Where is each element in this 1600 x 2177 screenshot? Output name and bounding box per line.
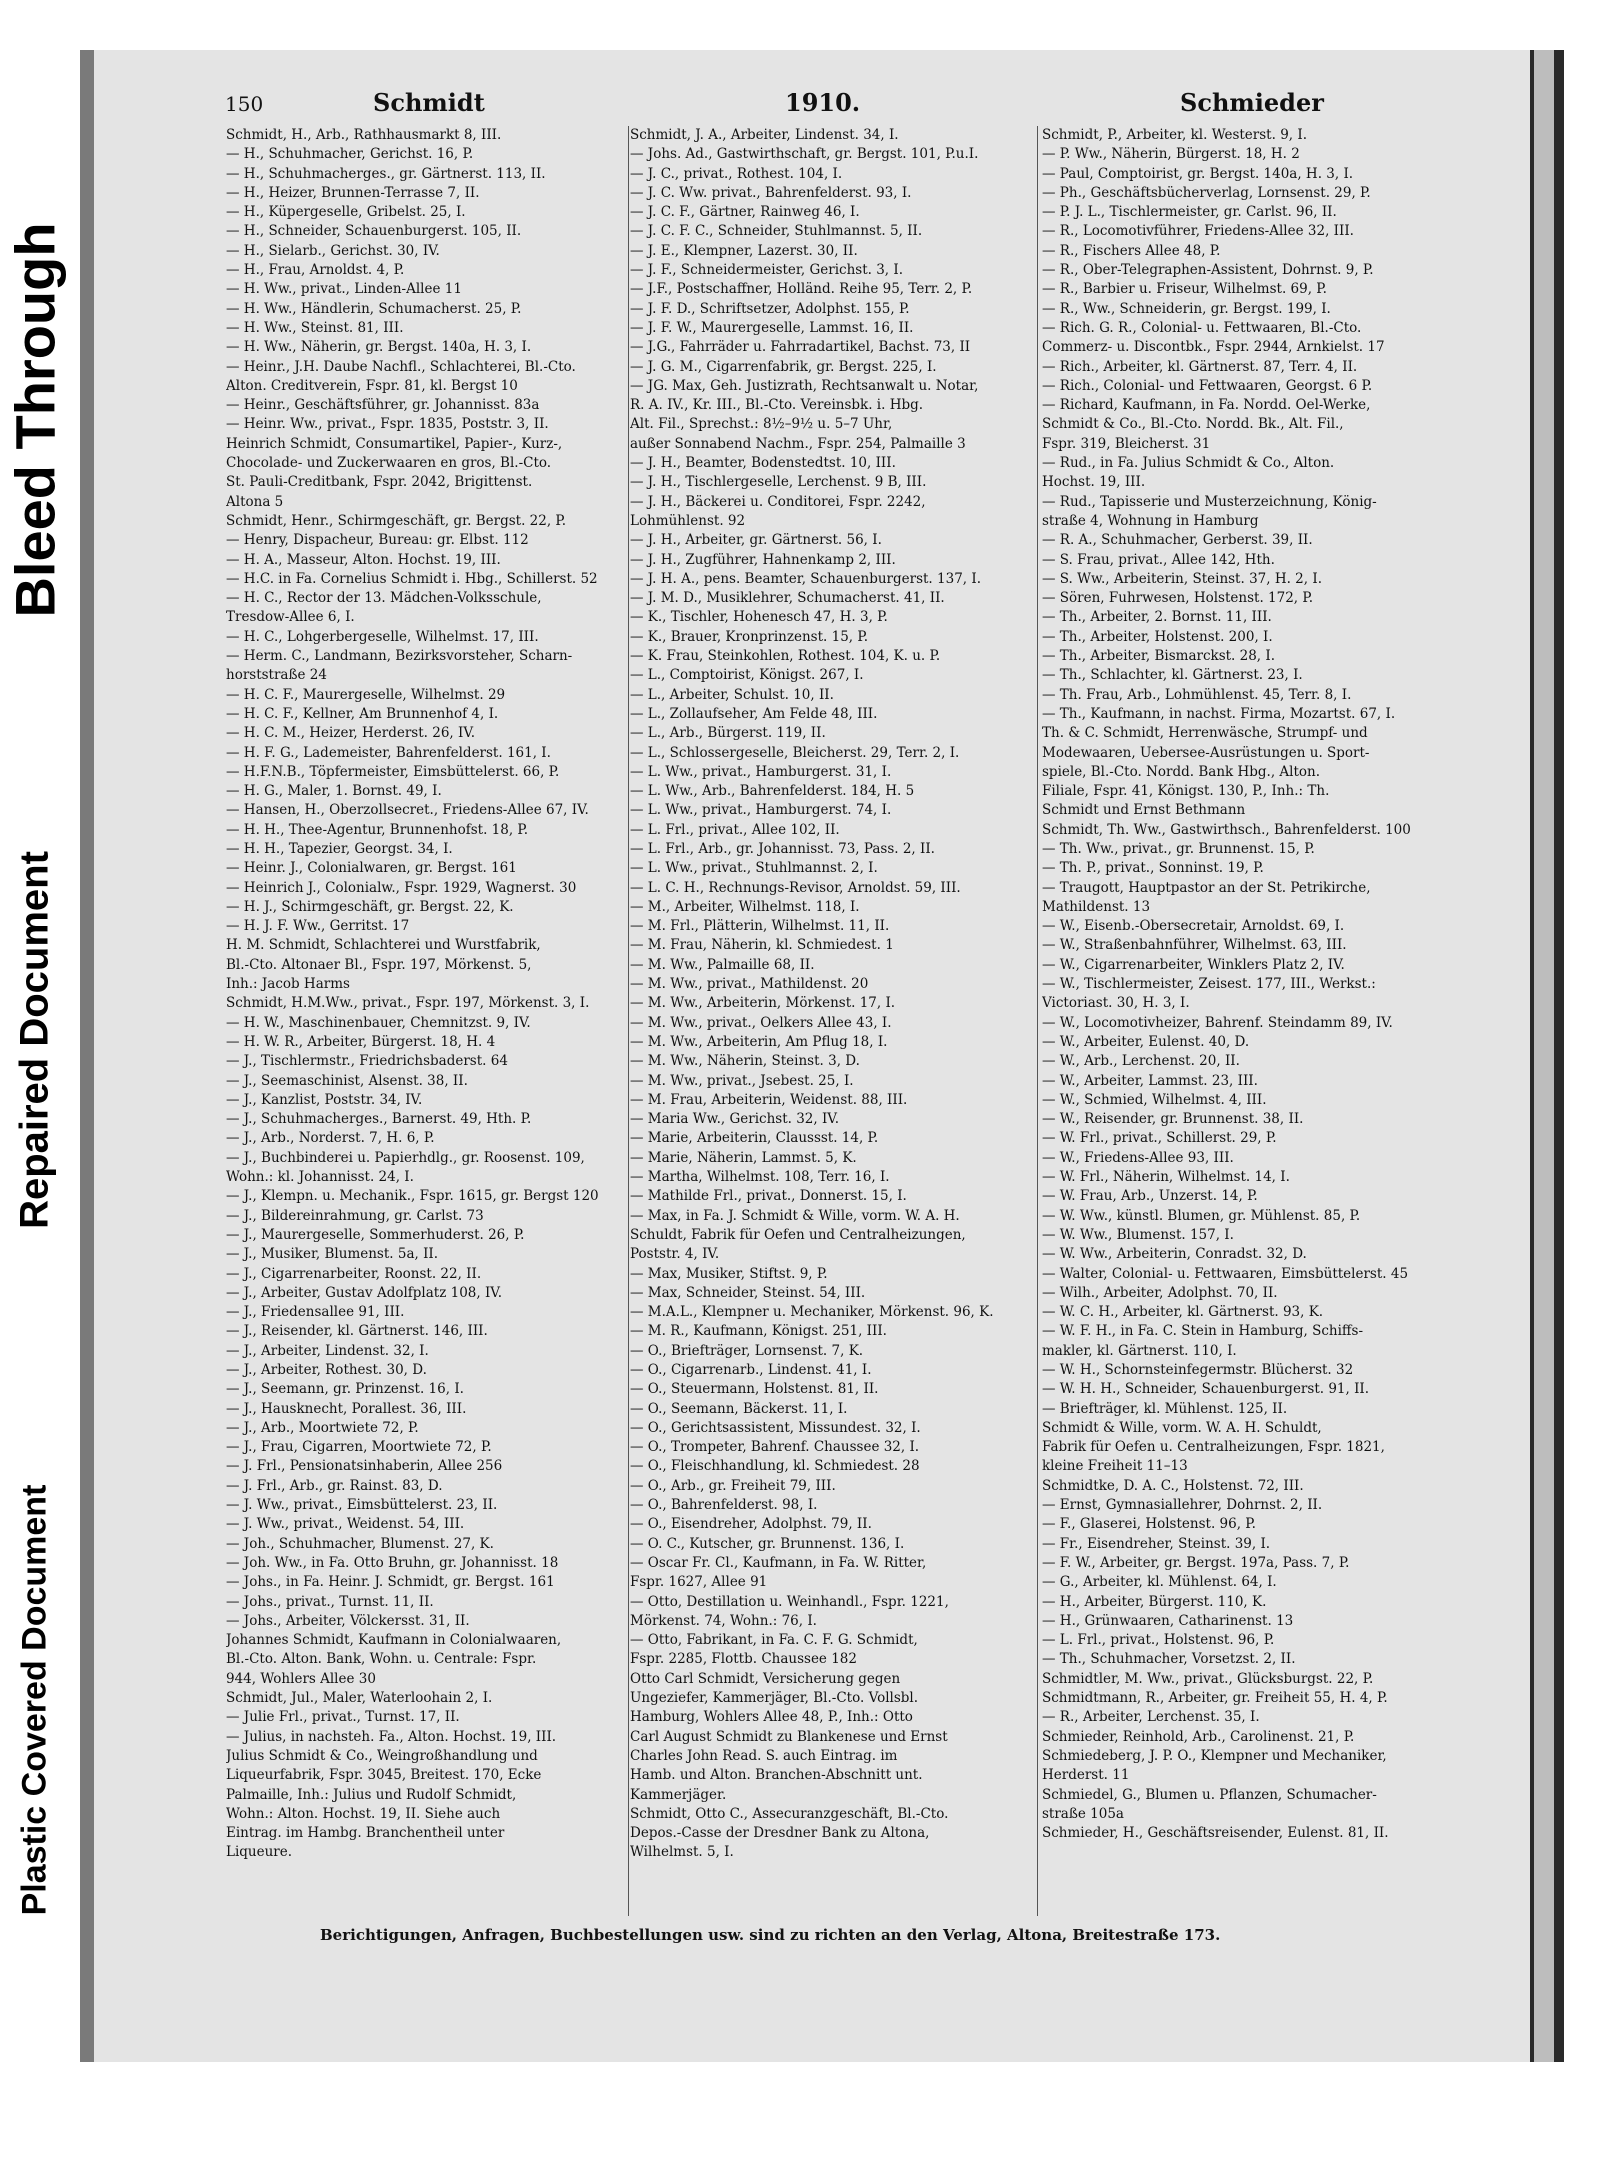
directory-entry-line: — Otto, Fabrikant, in Fa. C. F. G. Schmidt, <box>630 1632 918 1649</box>
directory-entry-line: — Rich., Colonial- und Fettwaaren, Georgst. 6 P. <box>1042 377 1373 394</box>
directory-entry-line: — O., Seemann, Bäckerst. 11, I. <box>630 1400 848 1417</box>
directory-entry-line: Liqueure. <box>226 1844 293 1861</box>
directory-entry-line: — W. Frl., privat., Schillerst. 29, P. <box>1042 1130 1277 1147</box>
directory-entry-line: — Rich. G. R., Colonial- u. Fettwaaren, Bl.-Cto. <box>1042 319 1362 336</box>
directory-entry-line: — H. Ww., privat., Linden-Allee 11 <box>226 281 462 298</box>
directory-entry-line: R. A. IV., Kr. III., Bl.-Cto. Vereinsbk. i. Hbg. <box>630 397 924 414</box>
directory-entry-line: — H. W., Maschinenbauer, Chemnitzst. 9, IV. <box>226 1014 531 1031</box>
directory-entry-line: Otto Carl Schmidt, Versicherung gegen <box>630 1670 901 1687</box>
directory-entry-line: makler, kl. Gärtnerst. 110, I. <box>1042 1342 1237 1359</box>
directory-entry-line: — H., Heizer, Brunnen-Terrasse 7, II. <box>226 184 480 201</box>
directory-entry-line: Alt. Fil., Sprechst.: 8½–9½ u. 5–7 Uhr, <box>630 416 893 433</box>
directory-entry-line: — S. Frau, privat., Allee 142, Hth. <box>1042 551 1275 568</box>
directory-entry-line: — H., Schuhmacherges., gr. Gärtnerst. 113, II. <box>226 165 546 182</box>
directory-entry-line: — O., Fleischhandlung, kl. Schmiedest. 28 <box>630 1458 920 1475</box>
directory-entry-line: straße 4, Wohnung in Hamburg <box>1042 512 1259 529</box>
directory-entry-line: — W., Straßenbahnführer, Wilhelmst. 63, III. <box>1042 937 1347 954</box>
directory-entry-line: — Hansen, H., Oberzollsecret., Friedens-Allee 67, IV. <box>226 802 589 819</box>
directory-entry-line: — S. Ww., Arbeiterin, Steinst. 37, H. 2, I. <box>1042 570 1322 587</box>
directory-entry-line: — W., Tischlermeister, Zeisest. 177, III., Werkst.: <box>1042 976 1376 993</box>
directory-entry-line: Eintrag. im Hambg. Branchentheil unter <box>226 1825 505 1842</box>
directory-entry-line: Bl.-Cto. Altonaer Bl., Fspr. 197, Mörkenst. 5, <box>226 956 532 973</box>
directory-entry-line: — G., Arbeiter, kl. Mühlenst. 64, I. <box>1042 1574 1277 1591</box>
directory-entry-line: — R., Barbier u. Friseur, Wilhelmst. 69, P. <box>1042 281 1327 298</box>
directory-entry-line: — Julius, in nachsteh. Fa., Alton. Hochst. 19, III. <box>226 1728 557 1745</box>
directory-entry-line: — Ph., Geschäftsbücherverlag, Lornsenst. 29, P. <box>1042 184 1371 201</box>
directory-entry-line: — Maria Ww., Gerichst. 32, IV. <box>630 1111 839 1128</box>
directory-entry-line: — Heinr., J.H. Daube Nachfl., Schlachterei, Bl.-Cto. <box>226 358 576 375</box>
directory-entry-line: — Otto, Destillation u. Weinhandl., Fspr. 1221, <box>630 1593 949 1610</box>
directory-entry-line: Schmidt, Th. Ww., Gastwirthsch., Bahrenfelderst. 100 <box>1042 821 1411 838</box>
directory-entry-line: Schmidt, Henr., Schirmgeschäft, gr. Bergst. 22, P. <box>226 512 567 529</box>
directory-entry-line: — W. Ww., Arbeiterin, Conradst. 32, D. <box>1042 1246 1307 1263</box>
directory-entry-line: — M. Frau, Arbeiterin, Weidenst. 88, III. <box>630 1091 908 1108</box>
directory-entry-line: — O., Bahrenfelderst. 98, I. <box>630 1497 818 1514</box>
directory-entry-line: — Max, in Fa. J. Schmidt & Wille, vorm. W. A. H. <box>630 1207 960 1224</box>
directory-entry-line: Schmidtler, M. Ww., privat., Glücksburgst. 22, P. <box>1042 1670 1374 1687</box>
directory-entry-line: — W. F. H., in Fa. C. Stein in Hamburg, Schiffs- <box>1042 1323 1364 1340</box>
directory-entry-line: — H., Grünwaaren, Catharinenst. 13 <box>1042 1612 1294 1629</box>
directory-entry-line: Filiale, Fspr. 41, Königst. 130, P., Inh.: Th. <box>1042 783 1330 800</box>
directory-entry-line: — F., Glaserei, Holstenst. 96, P. <box>1042 1516 1256 1533</box>
directory-entry-line: — Th. P., privat., Sonninst. 19, P. <box>1042 860 1264 877</box>
directory-entry-line: — Heinrich J., Colonialw., Fspr. 1929, Wagnerst. 30 <box>226 879 577 896</box>
directory-entry-line: — J. H., Arbeiter, gr. Gärtnerst. 56, I. <box>630 532 882 549</box>
directory-entry-line: — Th. Ww., privat., gr. Brunnenst. 15, P. <box>1042 840 1315 857</box>
directory-entry-line: — J.F., Postschaffner, Holländ. Reihe 95, Terr. 2, P. <box>630 281 973 298</box>
directory-entry-line: — L. C. H., Rechnungs-Revisor, Arnoldst. 59, III. <box>630 879 961 896</box>
directory-entry-line: — Julie Frl., privat., Turnst. 17, II. <box>226 1709 460 1726</box>
directory-column-2 <box>630 126 1035 1863</box>
directory-entry-line: Schmidt, H.M.Ww., privat., Fspr. 197, Mörkenst. 3, I. <box>226 995 590 1012</box>
directory-entry-line: — Johs., Arbeiter, Völckersst. 31, II. <box>226 1612 470 1629</box>
directory-entry-line: — Henry, Dispacheur, Bureau: gr. Elbst. 112 <box>226 532 529 549</box>
directory-entry-line: — L. Frl., Arb., gr. Johannisst. 73, Pass. 2, II. <box>630 840 935 857</box>
side-label-plastic-covered-document: Plastic Covered Document <box>15 1484 54 1916</box>
directory-entry-line: — Walter, Colonial- u. Fettwaaren, Eimsbüttelerst. 45 <box>1042 1265 1409 1282</box>
directory-entry-line: — J. F. W., Maurergeselle, Lammst. 16, II. <box>630 319 914 336</box>
directory-entry-line: — H. C. F., Maurergeselle, Wilhelmst. 29 <box>226 686 506 703</box>
directory-entry-line: Schmiedel, G., Blumen u. Pflanzen, Schumacher- <box>1042 1786 1377 1803</box>
directory-entry-line: — Richard, Kaufmann, in Fa. Nordd. Oel-Werke, <box>1042 397 1371 414</box>
directory-entry-line: — J. F. D., Schriftsetzer, Adolphst. 155, P. <box>630 300 910 317</box>
directory-entry-line: — Heinr. Ww., privat., Fspr. 1835, Poststr. 3, II. <box>226 416 549 433</box>
directory-entry-line: horststraße 24 <box>226 667 327 684</box>
directory-entry-line: — J., Arbeiter, Lindenst. 32, I. <box>226 1342 429 1359</box>
directory-entry-line: Tresdow-Allee 6, I. <box>226 609 355 626</box>
directory-entry-line: — M. Ww., Arbeiterin, Mörkenst. 17, I. <box>630 995 896 1012</box>
directory-entry-line: — W., Reisender, gr. Brunnenst. 38, II. <box>1042 1111 1304 1128</box>
directory-entry-line: Palmaille, Inh.: Julius und Rudolf Schmidt, <box>226 1786 517 1803</box>
directory-entry-line: Schmidt, J. A., Arbeiter, Lindenst. 34, I. <box>630 127 899 143</box>
directory-entry-line: — M., Arbeiter, Wilhelmst. 118, I. <box>630 898 860 915</box>
directory-entry-line: Chocolade- und Zuckerwaaren en gros, Bl.-Cto. <box>226 455 552 472</box>
directory-entry-line: Lohmühlenst. 92 <box>630 512 746 529</box>
directory-entry-line: — F. W., Arbeiter, gr. Bergst. 197a, Pass. 7, P. <box>1042 1554 1350 1571</box>
directory-entry-line: — J. H., Bäckerei u. Conditorei, Fspr. 2242, <box>630 493 926 510</box>
directory-entry-line: — Th., Schlachter, kl. Gärtnerst. 23, I. <box>1042 667 1303 684</box>
directory-entry-line: — W., Arbeiter, Eulenst. 40, D. <box>1042 1033 1250 1050</box>
directory-entry-line: — Max, Musiker, Stiftst. 9, P. <box>630 1265 828 1282</box>
directory-entry-line: — H., Küpergeselle, Gribelst. 25, I. <box>226 204 466 221</box>
directory-entry-line: — J. C. Ww. privat., Bahrenfelderst. 93, I. <box>630 184 912 201</box>
directory-entry-line: Wohn.: kl. Johannisst. 24, I. <box>226 1169 414 1186</box>
directory-entry-line: — H. C., Rector der 13. Mädchen-Volksschule, <box>226 590 542 607</box>
directory-entry-line: — J., Cigarrenarbeiter, Roonst. 22, II. <box>226 1265 482 1282</box>
directory-entry-line: — J., Friedensallee 91, III. <box>226 1304 405 1321</box>
directory-entry-line: — L., Arb., Bürgerst. 119, II. <box>630 725 826 742</box>
directory-entry-line: Wohn.: Alton. Hochst. 19, II. Siehe auch <box>226 1805 501 1822</box>
directory-entry-line: — Th. Frau, Arb., Lohmühlenst. 45, Terr. 8, I. <box>1042 686 1352 703</box>
directory-entry-line: Schmidt, P., Arbeiter, kl. Westerst. 9, I. <box>1042 127 1307 143</box>
directory-entry-line: — J., Arb., Moortwiete 72, P. <box>226 1419 419 1436</box>
directory-entry-line: — Johs. Ad., Gastwirthschaft, gr. Bergst. 101, P.u.I. <box>630 146 979 163</box>
directory-entry-line: — J.G., Fahrräder u. Fahrradartikel, Bachst. 73, II <box>630 339 971 356</box>
directory-entry-line: — Sören, Fuhrwesen, Holstenst. 172, P. <box>1042 590 1314 607</box>
directory-entry-line: — Oscar Fr. Cl., Kaufmann, in Fa. W. Ritter, <box>630 1554 927 1571</box>
directory-entry-line: — J., Reisender, kl. Gärtnerst. 146, III. <box>226 1323 488 1340</box>
directory-column-3 <box>1042 126 1452 1843</box>
header-right-word: Schmieder <box>1180 88 1324 117</box>
directory-entry-line: — H.C. in Fa. Cornelius Schmidt i. Hbg., Schillerst. 52 <box>226 570 598 587</box>
directory-entry-line: Commerz- u. Discontbk., Fspr. 2944, Arnkielst. 17 <box>1042 339 1385 356</box>
directory-entry-line: — J., Hausknecht, Porallest. 36, III. <box>226 1400 467 1417</box>
directory-entry-line: — J. H. A., pens. Beamter, Schauenburgerst. 137, I. <box>630 570 981 587</box>
directory-entry-line: — J. F., Schneidermeister, Gerichst. 3, I. <box>630 262 903 279</box>
directory-entry-line: — J., Seemann, gr. Prinzenst. 16, I. <box>226 1381 464 1398</box>
directory-entry-line: — L. Frl., privat., Holstenst. 96, P. <box>1042 1632 1275 1649</box>
directory-entry-line: Kammerjäger. <box>630 1786 727 1803</box>
directory-entry-line: — H. G., Maler, 1. Bornst. 49, I. <box>226 783 442 800</box>
directory-entry-line: — R., Ww., Schneiderin, gr. Bergst. 199, I. <box>1042 300 1331 317</box>
directory-entry-line: — H., Frau, Arnoldst. 4, P. <box>226 262 405 279</box>
directory-entry-line: spiele, Bl.-Cto. Nordd. Bank Hbg., Alton. <box>1042 763 1321 780</box>
directory-entry-line: — Martha, Wilhelmst. 108, Terr. 16, I. <box>630 1169 890 1186</box>
directory-entry-line: — L., Comptoirist, Königst. 267, I. <box>630 667 864 684</box>
directory-entry-line: — Max, Schneider, Steinst. 54, III. <box>630 1284 866 1301</box>
directory-entry-line: — H. Ww., Händlerin, Schumacherst. 25, P. <box>226 300 522 317</box>
directory-entry-line: — H. C. F., Kellner, Am Brunnenhof 4, I. <box>226 705 499 722</box>
directory-entry-line: — M. Frau, Näherin, kl. Schmiedest. 1 <box>630 937 894 954</box>
directory-entry-line: Wilhelmst. 5, I. <box>630 1844 734 1861</box>
directory-entry-line: Depos.-Casse der Dresdner Bank zu Altona, <box>630 1825 930 1842</box>
directory-entry-line: Modewaaren, Ueberseе-Ausrüstungen u. Sport- <box>1042 744 1370 761</box>
directory-entry-line: — L. Ww., privat., Stuhlmannst. 2, I. <box>630 860 878 877</box>
directory-entry-line: — M. Ww., privat., Jsebest. 25, I. <box>630 1072 854 1089</box>
directory-entry-line: — R., Ober-Telegraphen-Assistent, Dohrnst. 9, P. <box>1042 262 1374 279</box>
directory-entry-line: — J. M. D., Musiklehrer, Schumacherst. 41, II. <box>630 590 945 607</box>
directory-entry-line: — H. A., Masseur, Alton. Hochst. 19, III. <box>226 551 501 568</box>
book-edge <box>1530 50 1564 2062</box>
directory-entry-line: Poststr. 4, IV. <box>630 1246 720 1263</box>
directory-entry-line: — J. H., Tischlergeselle, Lerchenst. 9 B, III. <box>630 474 927 491</box>
directory-entry-line: — J., Kanzlist, Poststr. 34, IV. <box>226 1091 423 1108</box>
directory-entry-line: — J., Maurergeselle, Sommerhuderst. 26, P. <box>226 1226 525 1243</box>
directory-entry-line: — J., Buchbinderei u. Papierhdlg., gr. Roosenst. 109, <box>226 1149 585 1166</box>
directory-entry-line: — Heinr., Geschäftsführer, gr. Johannisst. 83a <box>226 397 540 414</box>
directory-entry-line: Mathildenst. 13 <box>1042 898 1151 915</box>
directory-entry-line: — H. Ww., Näherin, gr. Bergst. 140a, H. 3, I. <box>226 339 532 356</box>
directory-entry-line: — J. Frl., Arb., gr. Rainst. 83, D. <box>226 1477 443 1494</box>
directory-entry-line: — K. Frau, Steinkohlen, Rothest. 104, K. u. P. <box>630 648 941 665</box>
directory-column-1 <box>226 126 626 1863</box>
side-label-repaired-document: Repaired Document <box>12 851 57 1229</box>
directory-entry-line: — J. C., privat., Rothest. 104, I. <box>630 165 843 182</box>
directory-entry-line: Schmidt, Jul., Maler, Waterloohain 2, I. <box>226 1690 493 1707</box>
directory-entry-line: — M. R., Kaufmann, Königst. 251, III. <box>630 1323 887 1340</box>
directory-entry-line: — H., Sielarb., Gerichst. 30, IV. <box>226 242 440 259</box>
directory-entry-line: — M. Ww., Arbeiterin, Am Pflug 18, I. <box>630 1033 888 1050</box>
directory-entry-line: — R. A., Schuhmacher, Gerberst. 39, II. <box>1042 532 1313 549</box>
directory-entry-line: — L., Schlossergeselle, Bleicherst. 29, Terr. 2, I. <box>630 744 960 761</box>
directory-entry-line: — Rich., Arbeiter, kl. Gärtnerst. 87, Terr. 4, II. <box>1042 358 1358 375</box>
directory-entry-line: — Th., Arbeiter, 2. Bornst. 11, III. <box>1042 609 1272 626</box>
directory-entry-line: — M. Ww., privat., Oelkers Allee 43, I. <box>630 1014 892 1031</box>
directory-entry-line: — Rud., Tapisserie und Musterzeichnung, König- <box>1042 493 1377 510</box>
directory-entry-line: — J. E., Klempner, Lazerst. 30, II. <box>630 242 858 259</box>
directory-entry-line: — O., Trompeter, Bahrenf. Chaussee 32, I. <box>630 1439 920 1456</box>
directory-entry-line: — Th., Arbeiter, Bismarckst. 28, I. <box>1042 648 1276 665</box>
directory-entry-line: Fabrik für Oefen u. Centralheizungen, Fspr. 1821, <box>1042 1439 1385 1456</box>
directory-entry-line: — J. Ww., privat., Eimsbüttelerst. 23, II. <box>226 1497 498 1514</box>
directory-entry-line: — J., Seemaschinist, Alsenst. 38, II. <box>226 1072 468 1089</box>
directory-entry-line: Hamburg, Wohlers Allee 48, P., Inh.: Otto <box>630 1709 913 1726</box>
directory-entry-line: — Wilh., Arbeiter, Adolphst. 70, II. <box>1042 1284 1278 1301</box>
directory-entry-line: — L. Ww., privat., Hamburgerst. 74, I. <box>630 802 892 819</box>
directory-entry-line: — O., Briefträger, Lornsenst. 7, K. <box>630 1342 864 1359</box>
column-rule <box>1037 126 1038 1916</box>
directory-entry-line: Schmidt, H., Arb., Rathhausmarkt 8, III. <box>226 127 502 143</box>
directory-entry-line: — H. W. R., Arbeiter, Bürgerst. 18, H. 4 <box>226 1033 496 1050</box>
directory-entry-line: — O., Eisendreher, Adolphst. 79, II. <box>630 1516 872 1533</box>
directory-entry-line: — H. C., Lohgerbergeselle, Wilhelmst. 17, III. <box>226 628 539 645</box>
directory-entry-line: — O. C., Kutscher, gr. Brunnenst. 136, I. <box>630 1535 905 1552</box>
directory-entry-line: Inh.: Jacob Harms <box>226 976 350 993</box>
directory-entry-line: — P. Ww., Näherin, Bürgerst. 18, H. 2 <box>1042 146 1300 163</box>
directory-entry-line: — W., Arb., Lerchenst. 20, II. <box>1042 1053 1240 1070</box>
directory-entry-line: Charles John Read. S. auch Eintrag. im <box>630 1747 898 1764</box>
directory-entry-line: — R., Locomotivführer, Friedens-Allee 32, III. <box>1042 223 1354 240</box>
header-year: 1910. <box>785 88 861 117</box>
directory-entry-line: — Fr., Eisendreher, Steinst. 39, I. <box>1042 1535 1271 1552</box>
directory-entry-line: — H. J., Schirmgeschäft, gr. Bergst. 22, K. <box>226 898 514 915</box>
directory-entry-line: — M. Ww., Palmaille 68, II. <box>630 956 815 973</box>
page-header <box>140 88 1324 126</box>
directory-entry-line: Schmidtke, D. A. C., Holstenst. 72, III. <box>1042 1477 1304 1494</box>
directory-entry-line: — L. Ww., privat., Hamburgerst. 31, I. <box>630 763 892 780</box>
directory-entry-line: — Ernst, Gymnasiallehrer, Dohrnst. 2, II. <box>1042 1497 1323 1514</box>
directory-entry-line: — Johs., in Fa. Heinr. J. Schmidt, gr. Bergst. 161 <box>226 1574 555 1591</box>
directory-entry-line: — O., Steuermann, Holstenst. 81, II. <box>630 1381 879 1398</box>
directory-entry-line: — J., Klempn. u. Mechanik., Fspr. 1615, gr. Bergst 120 <box>226 1188 599 1205</box>
directory-entry-line: — W., Schmied, Wilhelmst. 4, III. <box>1042 1091 1267 1108</box>
directory-entry-line: — O., Arb., gr. Freiheit 79, III. <box>630 1477 836 1494</box>
directory-entry-line: — W., Locomotivheizer, Bahrenf. Steindamm 89, IV. <box>1042 1014 1393 1031</box>
directory-entry-line: — O., Gerichtsassistent, Missundest. 32, I. <box>630 1419 921 1436</box>
directory-entry-line: — H. H., Thee-Agentur, Brunnenhofst. 18, P. <box>226 821 529 838</box>
directory-entry-line: — Johs., privat., Turnst. 11, II. <box>226 1593 434 1610</box>
directory-entry-line: Fspr. 1627, Allee 91 <box>630 1574 768 1591</box>
directory-entry-line: — H. C. M., Heizer, Herderst. 26, IV. <box>226 725 476 742</box>
side-label-bleed-through: Bleed Through <box>3 222 67 618</box>
directory-entry-line: — J. H., Beamter, Bodenstedtst. 10, III. <box>630 455 896 472</box>
directory-entry-line: — Briefträger, kl. Mühlenst. 125, II. <box>1042 1400 1288 1417</box>
directory-entry-line: — Joh. Ww., in Fa. Otto Bruhn, gr. Johannisst. 18 <box>226 1554 559 1571</box>
side-labels <box>0 0 70 2177</box>
directory-entry-line: kleine Freiheit 11–13 <box>1042 1458 1188 1475</box>
directory-entry-line: — W., Arbeiter, Lammst. 23, III. <box>1042 1072 1258 1089</box>
directory-entry-line: — Marie, Näherin, Lammst. 5, K. <box>630 1149 857 1166</box>
directory-entry-line: — M. Ww., Näherin, Steinst. 3, D. <box>630 1053 860 1070</box>
directory-entry-line: — J. G. M., Cigarrenfabrik, gr. Bergst. 225, I. <box>630 358 937 375</box>
directory-entry-line: straße 105a <box>1042 1805 1124 1822</box>
directory-entry-line: — J., Frau, Cigarren, Moortwiete 72, P. <box>226 1439 492 1456</box>
directory-entry-line: Schmieder, Reinhold, Arb., Carolinenst. 21, P. <box>1042 1728 1355 1745</box>
directory-entry-line: Johannes Schmidt, Kaufmann in Colonialwaaren, <box>226 1632 562 1649</box>
directory-entry-line: — J., Bildereinrahmung, gr. Carlst. 73 <box>226 1207 484 1224</box>
directory-entry-line: Victoriast. 30, H. 3, I. <box>1042 995 1190 1012</box>
column-rule <box>628 126 629 1916</box>
directory-entry-line: — H.F.N.B., Töpfermeister, Eimsbüttelerst. 66, P. <box>226 763 560 780</box>
directory-entry-line: Heinrich Schmidt, Consumartikel, Papier-, Kurz-, <box>226 435 563 452</box>
directory-entry-line: — M. Ww., privat., Mathildenst. 20 <box>630 976 869 993</box>
directory-entry-line: Mörkenst. 74, Wohn.: 76, I. <box>630 1612 817 1629</box>
directory-entry-line: — J., Schuhmacherges., Barnerst. 49, Hth. P. <box>226 1111 532 1128</box>
page-number: 150 <box>225 92 264 116</box>
directory-entry-line: — M.A.L., Klempner u. Mechaniker, Mörkenst. 96, K. <box>630 1304 994 1321</box>
directory-entry-line: — J. C. F. C., Schneider, Stuhlmannst. 5, II. <box>630 223 923 240</box>
directory-entry-line: — O., Cigarrenarb., Lindenst. 41, I. <box>630 1362 872 1378</box>
directory-entry-line: — J., Arbeiter, Rothest. 30, D. <box>226 1362 427 1378</box>
directory-entry-line: — W. H. H., Schneider, Schauenburgerst. 91, II. <box>1042 1381 1370 1398</box>
directory-entry-line: Hamb. und Alton. Branchen-Abschnitt unt. <box>630 1767 923 1784</box>
directory-entry-line: — H., Arbeiter, Bürgerst. 110, K. <box>1042 1593 1267 1610</box>
directory-entry-line: — M. Frl., Plätterin, Wilhelmst. 11, II. <box>630 918 890 935</box>
directory-entry-line: — L., Arbeiter, Schulst. 10, II. <box>630 686 834 703</box>
directory-entry-line: — W. Frau, Arb., Unzerst. 14, P. <box>1042 1188 1258 1205</box>
directory-entry-line: — H. J. F. Ww., Gerritst. 17 <box>226 918 410 935</box>
directory-entry-line: Schmidt und Ernst Bethmann <box>1042 802 1246 819</box>
directory-entry-line: — J., Musiker, Blumenst. 5a, II. <box>226 1246 439 1263</box>
directory-entry-line: Schmidt, Otto C., Assecuranzgeschäft, Bl.-Cto. <box>630 1805 949 1822</box>
directory-entry-line: Altona 5 <box>226 493 284 510</box>
directory-entry-line: 944, Wohlers Allee 30 <box>226 1670 376 1687</box>
directory-entry-line: Carl August Schmidt zu Blankenese und Ernst <box>630 1728 948 1745</box>
directory-entry-line: — W., Eisenb.-Obersecretair, Arnoldst. 69, I. <box>1042 918 1345 935</box>
directory-entry-line: — K., Tischler, Hohenesch 47, H. 3, P. <box>630 609 888 626</box>
directory-entry-line: H. M. Schmidt, Schlachterei und Wurstfabrik, <box>226 937 541 954</box>
directory-entry-line: — W. Ww., künstl. Blumen, gr. Mühlenst. 85, P. <box>1042 1207 1361 1224</box>
directory-entry-line: Herderst. 11 <box>1042 1767 1130 1784</box>
directory-entry-line: — Th., Schuhmacher, Vorsetzst. 2, II. <box>1042 1651 1296 1668</box>
directory-entry-line: — Th., Arbeiter, Holstenst. 200, I. <box>1042 628 1273 645</box>
directory-entry-line: — W. Frl., Näherin, Wilhelmst. 14, I. <box>1042 1169 1290 1186</box>
directory-entry-line: — L. Frl., privat., Allee 102, II. <box>630 821 840 838</box>
directory-entry-line: — R., Fischers Allee 48, P. <box>1042 242 1221 259</box>
directory-entry-line: Th. & C. Schmidt, Herrenwäsche, Strumpf- und <box>1042 725 1368 742</box>
directory-entry-line: — J., Tischlermstr., Friedrichsbaderst. 64 <box>226 1053 508 1070</box>
directory-entry-line: — JG. Max, Geh. Justizrath, Rechtsanwalt u. Notar, <box>630 377 979 394</box>
directory-entry-line: — H., Schuhmacher, Gerichst. 16, P. <box>226 146 474 163</box>
directory-entry-line: Bl.-Cto. Alton. Bank, Wohn. u. Centrale: Fspr. <box>226 1651 537 1668</box>
directory-entry-line: — W. C. H., Arbeiter, kl. Gärtnerst. 93, K. <box>1042 1304 1324 1321</box>
directory-entry-line: — W. Ww., Blumenst. 157, I. <box>1042 1226 1234 1243</box>
directory-entry-line: Schmiedeberg, J. P. O., Klempner und Mechaniker, <box>1042 1747 1387 1764</box>
directory-entry-line: — Joh., Schuhmacher, Blumenst. 27, K. <box>226 1535 494 1552</box>
directory-entry-line: — P. J. L., Tischlermeister, gr. Carlst. 96, II. <box>1042 204 1337 221</box>
directory-entry-line: Julius Schmidt & Co., Weingroßhandlung und <box>226 1747 538 1764</box>
directory-entry-line: Schmieder, H., Geschäftsreisender, Eulenst. 81, II. <box>1042 1825 1389 1842</box>
directory-entry-line: — J., Arbeiter, Gustav Adolfplatz 108, IV. <box>226 1284 502 1301</box>
directory-entry-line: — Traugott, Hauptpastor an der St. Petrikirche, <box>1042 879 1371 896</box>
directory-entry-line: Alton. Creditverein, Fspr. 81, kl. Bergst 10 <box>226 377 518 394</box>
directory-entry-line: außer Sonnabend Nachm., Fspr. 254, Palmaille 3 <box>630 435 966 452</box>
directory-entry-line: — J., Arb., Norderst. 7, H. 6, P. <box>226 1130 435 1147</box>
directory-entry-line: — Mathilde Frl., privat., Donnerst. 15, I. <box>630 1188 907 1205</box>
directory-entry-line: — Heinr. J., Colonialwaren, gr. Bergst. 161 <box>226 860 517 877</box>
directory-entry-line: — J. C. F., Gärtner, Rainweg 46, I. <box>630 204 860 221</box>
directory-entry-line: — L. Ww., Arb., Bahrenfelderst. 184, H. 5 <box>630 783 915 800</box>
directory-entry-line: — Paul, Comptoirist, gr. Bergst. 140a, H. 3, I. <box>1042 165 1354 182</box>
footer-notice: Berichtigungen, Anfragen, Buchbestellungen usw. sind zu richten an den Verlag, Altona, Breitestraße 173. <box>320 1926 1221 1944</box>
directory-entry-line: Fspr. 319, Bleicherst. 31 <box>1042 435 1211 452</box>
header-left-word: Schmidt <box>373 88 485 117</box>
directory-entry-line: — H. F. G., Lademeister, Bahrenfelderst. 161, I. <box>226 744 551 761</box>
directory-entry-line: Schmidt & Co., Bl.-Cto. Nordd. Bk., Alt. Fil., <box>1042 416 1344 433</box>
directory-entry-line: — J. H., Zugführer, Hahnenkamp 2, III. <box>630 551 896 568</box>
directory-entry-line: Liqueurfabrik, Fspr. 3045, Breitest. 170, Ecke <box>226 1767 542 1784</box>
directory-entry-line: — J. Frl., Pensionatsinhaberin, Allee 256 <box>226 1458 503 1475</box>
directory-entry-line: Schmidt & Wille, vorm. W. A. H. Schuldt, <box>1042 1419 1322 1436</box>
directory-entry-line: — W., Friedens-Allee 93, III. <box>1042 1149 1234 1166</box>
directory-entry-line: St. Pauli-Creditbank, Fspr. 2042, Brigittenst. <box>226 474 533 491</box>
directory-entry-line: — Herm. C., Landmann, Bezirksvorsteher, Scharn- <box>226 648 573 665</box>
directory-entry-line: — H. H., Tapezier, Georgst. 34, I. <box>226 840 453 857</box>
directory-entry-line: — H., Schneider, Schauenburgerst. 105, II. <box>226 223 522 240</box>
directory-entry-line: Schmidtmann, R., Arbeiter, gr. Freiheit 55, H. 4, P. <box>1042 1690 1388 1707</box>
directory-entry-line: Fspr. 2285, Flottb. Chaussee 182 <box>630 1651 857 1668</box>
directory-entry-line: — K., Brauer, Kronprinzenst. 15, P. <box>630 628 869 645</box>
directory-entry-line: — Th., Kaufmann, in nachst. Firma, Mozartst. 67, I. <box>1042 705 1396 722</box>
directory-entry-line: — J. Ww., privat., Weidenst. 54, III. <box>226 1516 465 1533</box>
directory-entry-line: — Rud., in Fa. Julius Schmidt & Co., Alton. <box>1042 455 1335 472</box>
directory-entry-line: Schuldt, Fabrik für Oefen und Centralheizungen, <box>630 1226 966 1243</box>
directory-entry-line: Ungeziefer, Kammerjäger, Bl.-Cto. Vollsbl. <box>630 1690 919 1707</box>
directory-entry-line: — W., Cigarrenarbeiter, Winklers Platz 2, IV. <box>1042 956 1345 973</box>
directory-entry-line: — W. H., Schornsteinfegermstr. Blücherst. 32 <box>1042 1362 1354 1378</box>
directory-entry-line: — L., Zollaufseher, Am Felde 48, III. <box>630 705 878 722</box>
directory-entry-line: — H. Ww., Steinst. 81, III. <box>226 319 404 336</box>
directory-entry-line: — Marie, Arbeiterin, Claussst. 14, P. <box>630 1130 879 1147</box>
directory-entry-line: Hochst. 19, III. <box>1042 474 1146 491</box>
directory-entry-line: — R., Arbeiter, Lerchenst. 35, I. <box>1042 1709 1260 1726</box>
